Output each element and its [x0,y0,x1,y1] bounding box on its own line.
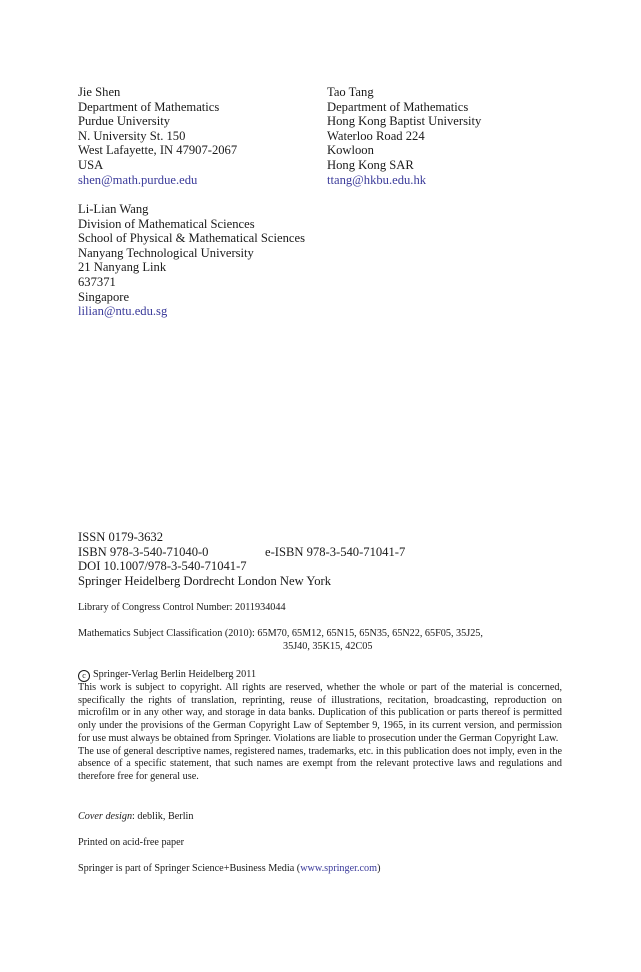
copyright-block [78,669,562,784]
address-line: 637371 [78,274,116,289]
msc-codes-line2: 35J40, 35K15, 42C05 [283,640,373,652]
address-line: School of Physical & Mathematical Sciences [78,231,305,246]
copyright-icon: c [78,670,90,682]
address-line: Hong Kong Baptist University [327,114,482,129]
email-link[interactable]: shen@math.purdue.edu [78,172,198,187]
author-name: Li-Lian Wang [78,202,149,216]
email-link[interactable]: lilian@ntu.edu.sg [78,304,168,319]
address-line: Nanyang Technological University [78,245,254,260]
e-isbn: e-ISBN 978-3-540-71041-7 [265,544,406,559]
copyright-notice: This work is subject to copyright. All rights are reserved, whether the whole or part of the material is concerned, specifically the rights of translation, reprinting, reuse of illustrations, recitation, broadcasting, reproduction on microfilm or in any other way, and storage in data banks. Duplication of this publication or parts thereof is permitted only under the provisions of the German Copyright Law of September 9, 1965, in its current version, and permission for use must always be obtained from Springer. Violations are liable to prosecution under the German Copyright Law. [78,682,562,744]
isbn-row [78,545,405,560]
bibliographic-info [78,530,405,588]
springer-note [78,863,380,876]
address-line: Singapore [78,289,130,304]
address-line: Department of Mathematics [78,99,220,114]
address-line: Hong Kong SAR [327,157,414,172]
publisher-cities: Springer Heidelberg Dordrecht London New York [78,573,331,588]
loc-control-number: Library of Congress Control Number: 2011934044 [78,602,286,613]
address-line: Division of Mathematical Sciences [78,216,255,231]
address-line: 21 Nanyang Link [78,260,167,275]
msc-classification [78,628,483,653]
author-name: Tao Tang [327,85,374,99]
cover-design-value: : deblik, Berlin [132,811,194,822]
issn: ISSN 0179-3632 [78,530,164,544]
address-line: West Lafayette, IN 47907-2067 [78,143,238,158]
msc-label: Mathematics Subject Classification (2010): [78,628,255,639]
address-line: N. University St. 150 [78,128,186,143]
author-wang [78,202,305,319]
isbn: ISBN 978-3-540-71040-0 [78,544,209,559]
printed-note: Printed on acid-free paper [78,837,185,848]
copyright-holder: Springer-Verlag Berlin Heidelberg 2011 [93,669,257,680]
doi: DOI 10.1007/978-3-540-71041-7 [78,559,247,574]
address-line: Purdue University [78,114,170,129]
author-name: Jie Shen [78,85,121,99]
cover-design [78,811,193,824]
address-line: Department of Mathematics [327,99,469,114]
springer-text: Springer is part of Springer Science+Business Media ( [78,863,301,874]
email-link[interactable]: ttang@hkbu.edu.hk [327,172,427,187]
author-shen [78,85,237,187]
author-tang [327,85,481,187]
address-line: USA [78,157,104,172]
msc-codes-line1: 65M70, 65M12, 65N15, 65N35, 65N22, 65F05, 35J25, [257,628,483,639]
springer-website-link[interactable]: www.springer.com [300,863,378,874]
address-line: Waterloo Road 224 [327,128,425,143]
address-line: Kowloon [327,143,374,158]
cover-design-label: Cover design [78,811,133,822]
springer-close: ) [377,863,381,874]
trademark-notice: The use of general descriptive names, registered names, trademarks, etc. in this publication does not imply, even in the absence of a specific statement, that such names are exempt from the relevant protective laws and regulations and therefore free for general use. [78,745,562,782]
